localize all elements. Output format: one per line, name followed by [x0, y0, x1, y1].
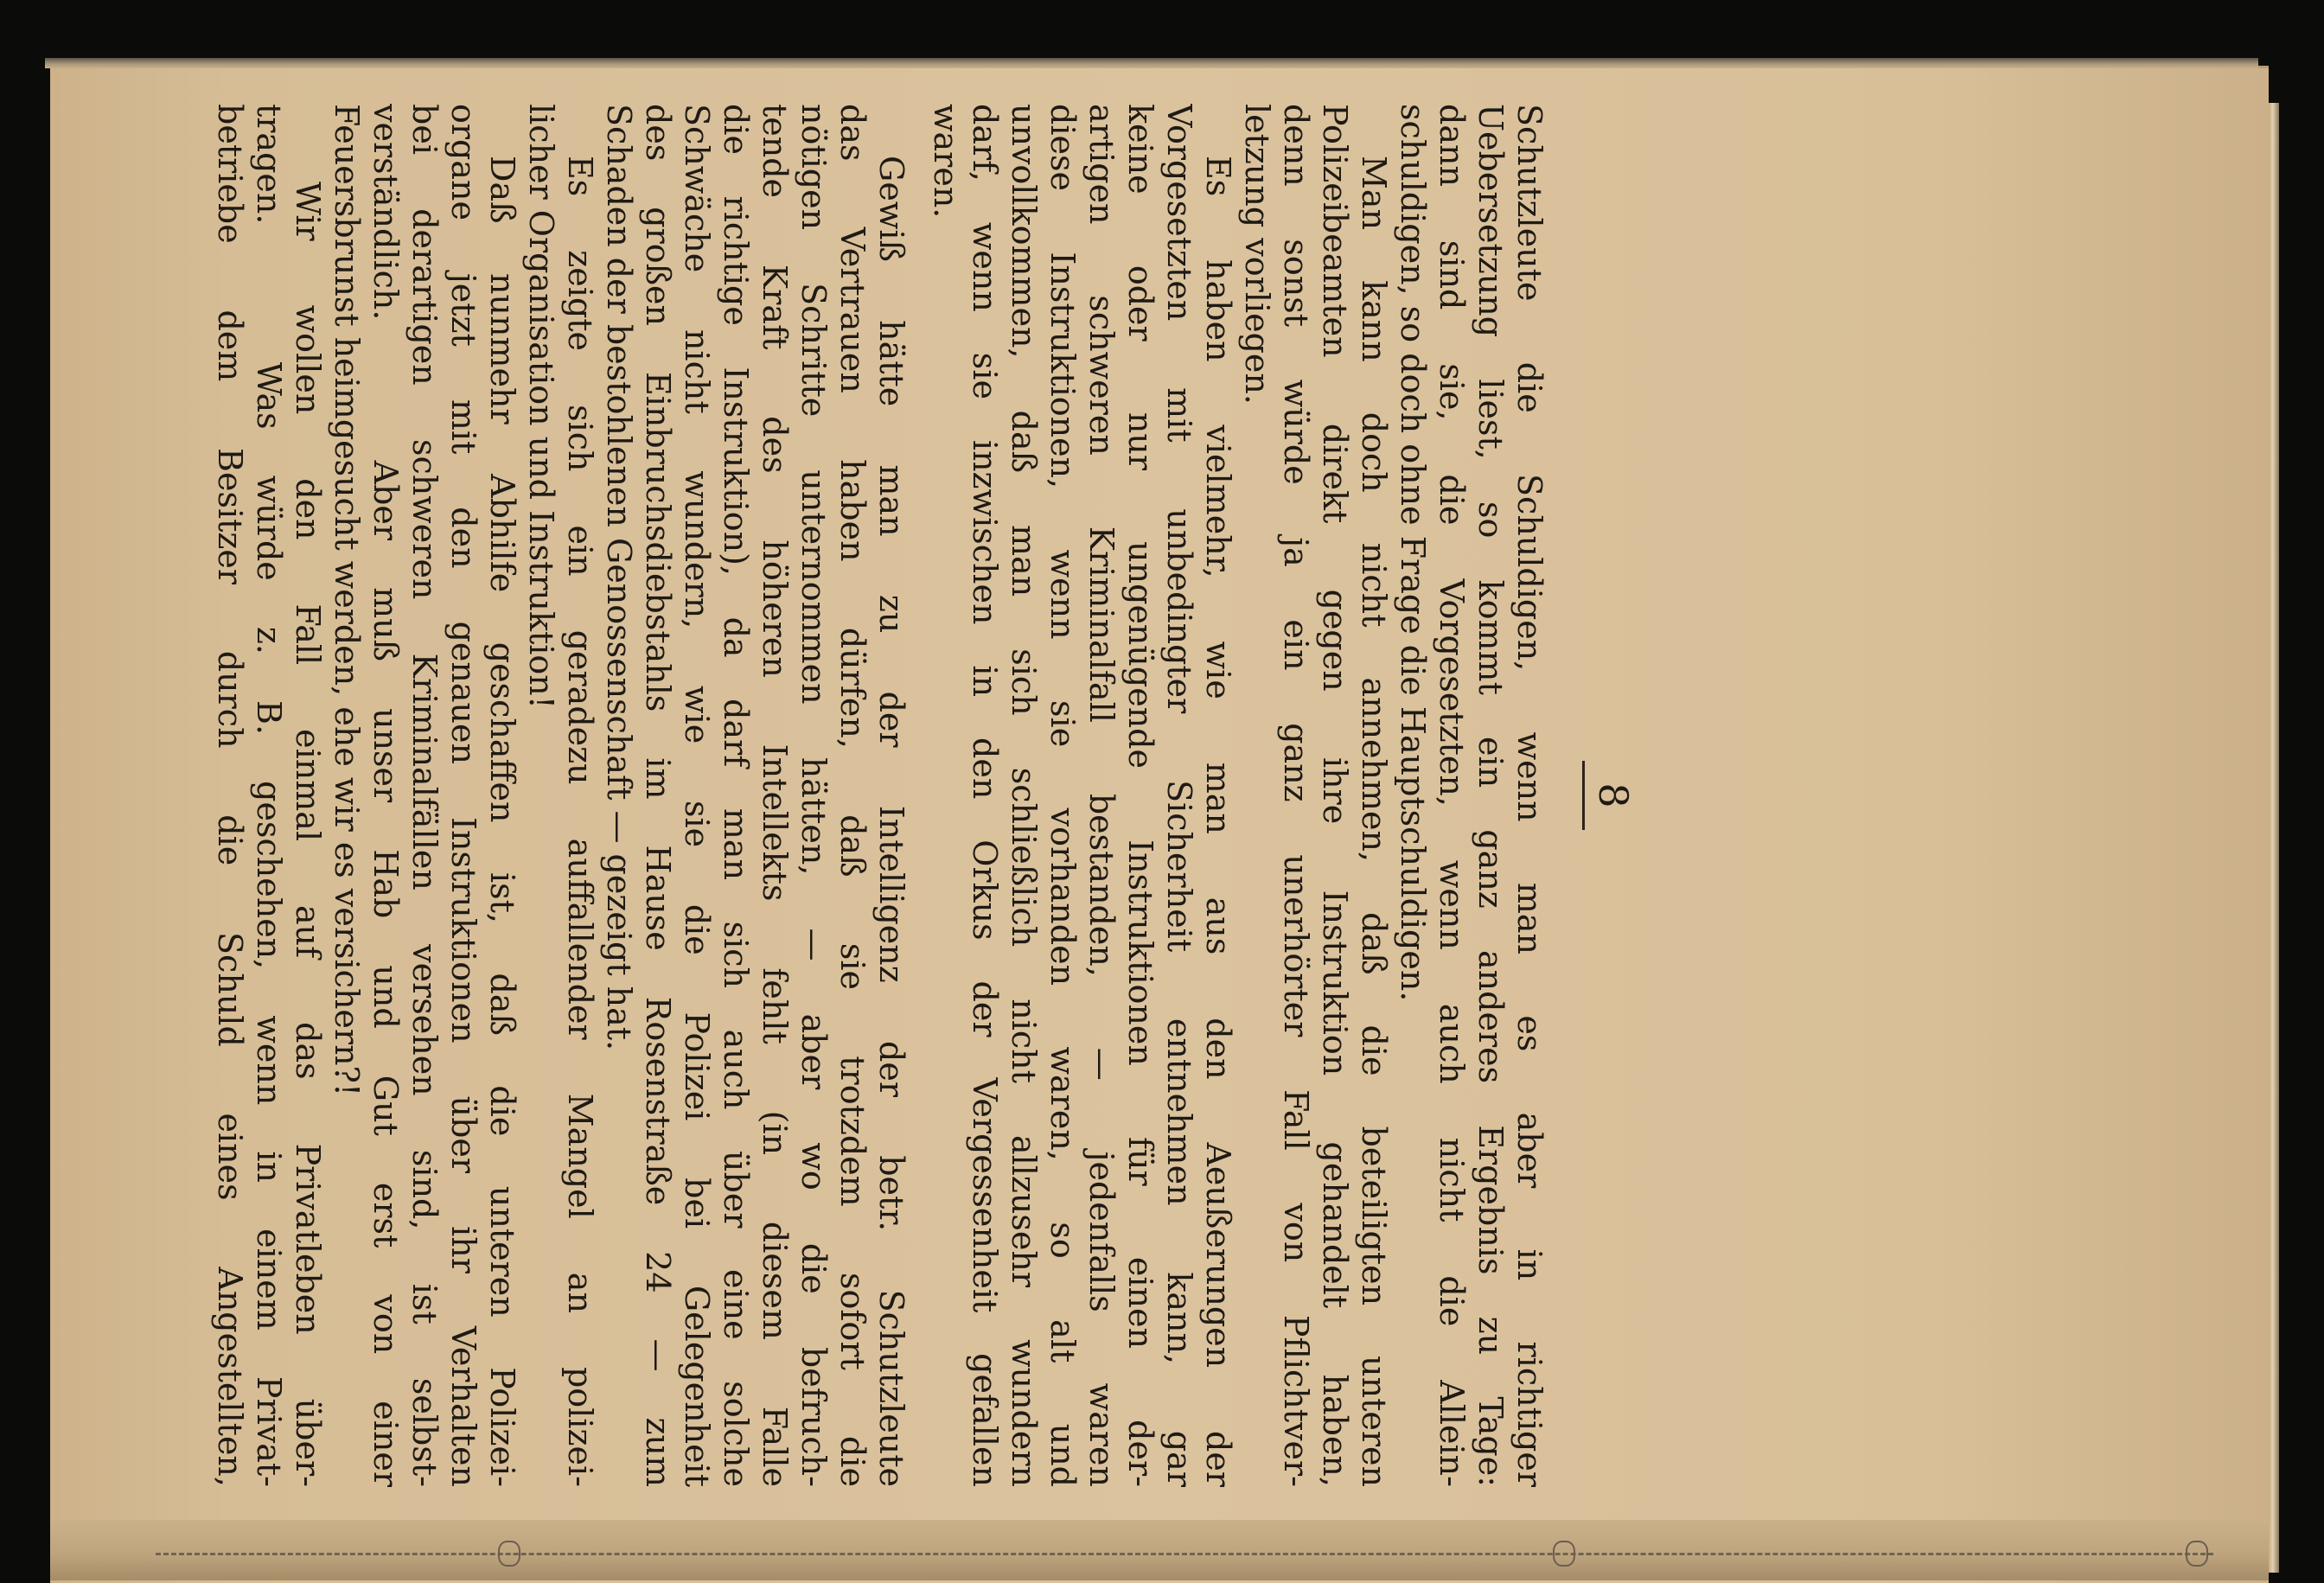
- text-line: nötigen Schritte unternommen hätten, — aber wo die befruch-: [795, 104, 833, 1487]
- text-line: artigen schweren Kriminalfall bestanden, — jedenfalls waren: [1082, 104, 1120, 1487]
- text-line: darf, wenn sie inzwischen in den Orkus der Vergessenheit gefallen: [966, 104, 1004, 1487]
- text-line: unvollkommen, daß man sich schließlich nicht allzusehr wundern: [1005, 104, 1043, 1487]
- text-line: letzung vorliegen.: [1238, 104, 1276, 405]
- text-line: organe jetzt mit den genauen Instruktionen über ihr Verhalten: [444, 104, 482, 1487]
- text-line: Polizeibeamten direkt gegen ihre Instruktion gehandelt haben,: [1316, 104, 1354, 1487]
- text-line: bei derartigen schweren Kriminalfällen versehen sind, ist selbst-: [405, 104, 444, 1487]
- page-number-rule: [1582, 761, 1585, 830]
- text-line: verständlich. Aber muß unser Hab und Gut erst von einer: [367, 104, 405, 1487]
- stitch-knot: [2186, 1541, 2208, 1567]
- text-line: Uebersetzung liest, so kommt ein ganz anderes Ergebnis zu Tage:: [1472, 104, 1510, 1487]
- text-line: waren.: [927, 104, 965, 219]
- binding-edge: [50, 1520, 2269, 1580]
- binding-stitch: [156, 1553, 2213, 1555]
- text-line: Es zeigte sich ein geradezu auffallender Mangel an polizei-: [561, 156, 599, 1487]
- text-line: Feuersbrunst heimgesucht werden, ehe wir es versichern?!: [328, 104, 366, 1097]
- text-line: Schutzleute die Schuldigen, wenn man es aber in richtiger: [1510, 104, 1548, 1487]
- stitch-knot: [498, 1541, 520, 1567]
- text-line: Schaden der bestohlenen Genossenschaft — gezeigt hat.: [600, 104, 638, 1051]
- text-line: licher Organisation und Instruktion!: [522, 104, 560, 710]
- text-line: Wir wollen den Fall einmal auf das Privatleben über-: [289, 182, 327, 1487]
- rotated-text-block: [211, 104, 1637, 1487]
- text-line: Schwäche nicht wundern, wie sie die Polizei bei Gelegenheit: [678, 104, 716, 1487]
- text-line: Es haben vielmehr, wie man aus den Aeußerungen der: [1199, 156, 1237, 1487]
- paragraph-gap: [910, 104, 926, 1487]
- text-line: denn sonst würde ja ein ganz unerhörter Fall von Pflichtver-: [1277, 104, 1315, 1487]
- stitch-knot: [1553, 1541, 1575, 1567]
- text-line: tende Kraft des höheren Intellekts fehlt (in diesem Falle: [756, 104, 794, 1487]
- text-line: die richtige Instruktion), da darf man sich auch über eine solche: [717, 104, 755, 1487]
- text-line: Vorgesetzten mit unbedingter Sicherheit entnehmen kann, gar: [1160, 104, 1198, 1487]
- text-line: Daß nunmehr Abhilfe geschaffen ist, daß die unteren Polizei-: [483, 156, 521, 1487]
- text-line: Man kann doch nicht annehmen, daß die beteiligten unteren: [1355, 156, 1393, 1487]
- text-line: diese Instruktionen, wenn sie vorhanden waren, so alt und: [1044, 104, 1082, 1487]
- text-line: tragen. Was würde z. B. geschehen, wenn in einem Privat-: [250, 104, 288, 1487]
- text-line: des großen Einbruchsdiebstahls im Hause Rosenstraße 24 — zum: [639, 104, 677, 1487]
- text-line: keine oder nur ungenügende Instruktionen für einen der-: [1121, 104, 1159, 1487]
- text-line: das Vertrauen haben dürfen, daß sie trotzdem sofort die: [833, 104, 872, 1487]
- text-line: schuldigen, so doch ohne Frage die Hauptschuldigen.: [1394, 104, 1432, 1002]
- text-line: betriebe dem Besitzer durch die Schuld eines Angestellten,: [211, 104, 249, 1487]
- page-body: [211, 104, 1548, 1487]
- page-number: 8: [1590, 782, 1637, 808]
- text-line: dann sind sie, die Vorgesetzten, wenn auch nicht die Allein-: [1433, 104, 1471, 1487]
- text-line: Gewiß hätte man zu der Intelligenz der betr. Schutzleute: [872, 156, 910, 1487]
